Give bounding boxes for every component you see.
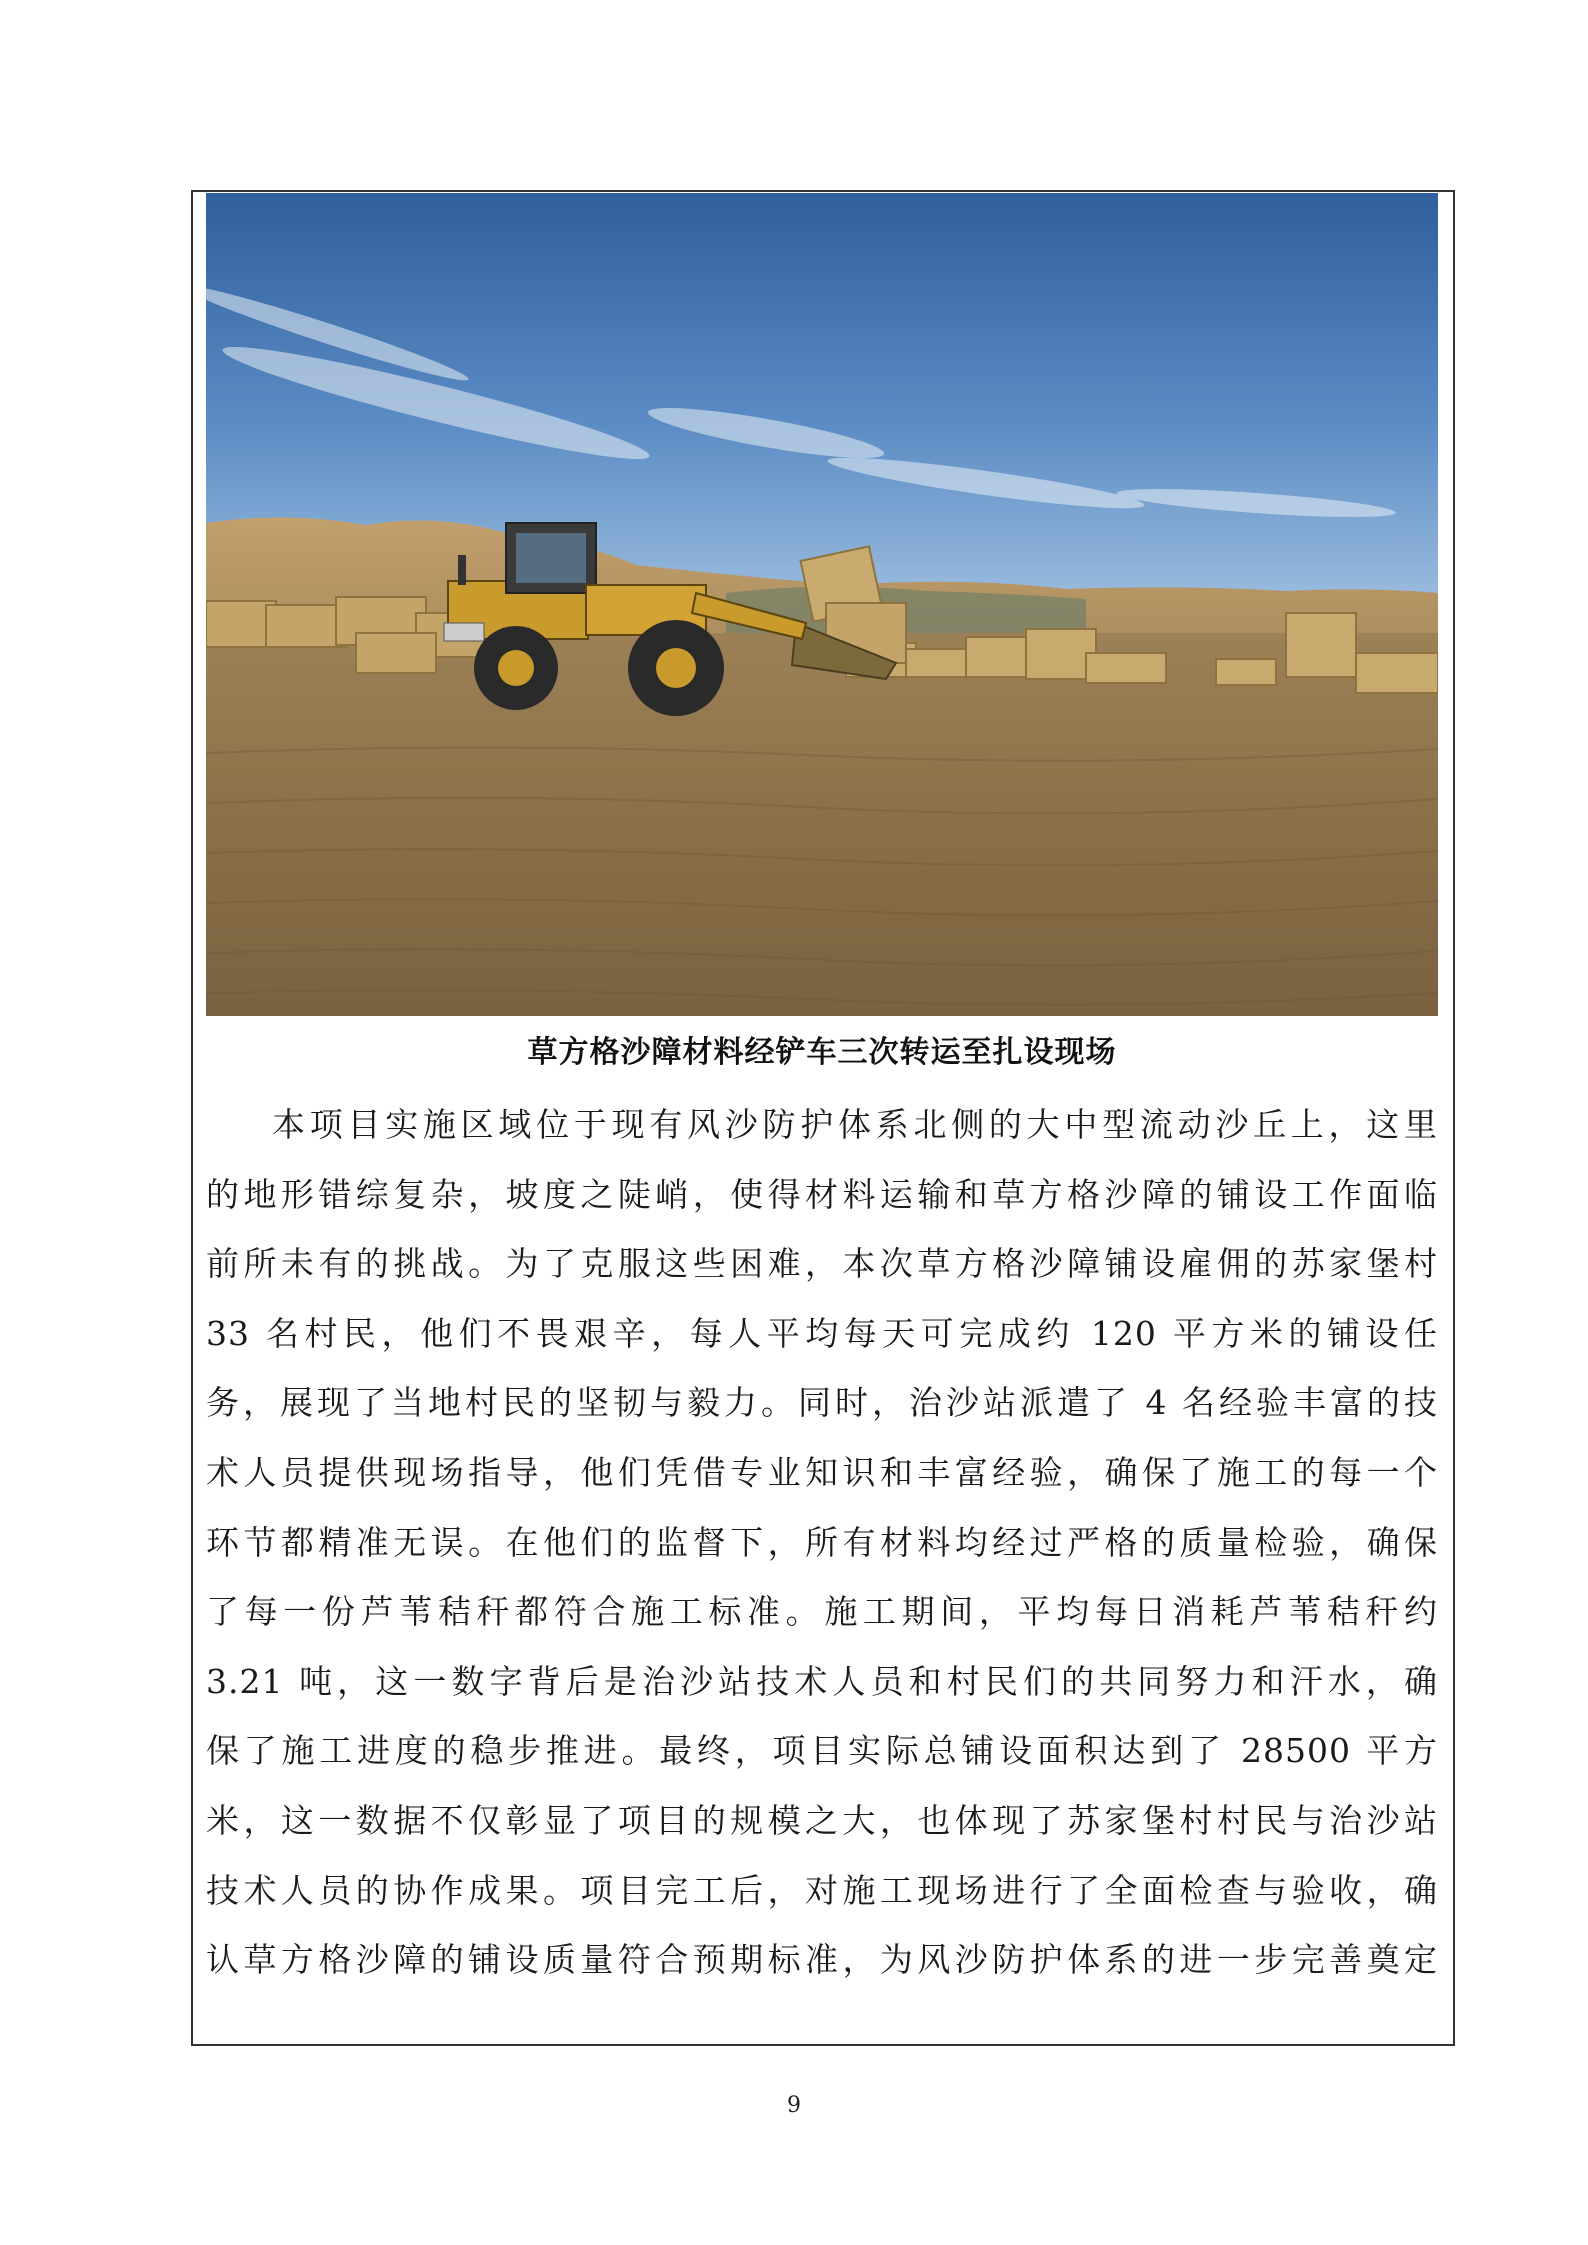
sand-ground (206, 633, 1438, 1016)
paragraph-line: 了每一份芦苇秸秆都符合施工标准。施工期间，平均每日消耗芦苇秸秆约 (206, 1592, 1438, 1632)
paragraph-line: 前所未有的挑战。为了克服这些困难，本次草方格沙障铺设雇佣的苏家堡村 (206, 1244, 1438, 1284)
paragraph-line: 务，展现了当地村民的坚韧与毅力。同时，治沙站派遣了 4 名经验丰富的技 (206, 1383, 1438, 1423)
figure-caption: 草方格沙障材料经铲车三次转运至扎设现场 (527, 1035, 1117, 1070)
paragraph-line: 技术人员的协作成果。项目完工后，对施工现场进行了全面检查与验收，确 (206, 1870, 1438, 1910)
loader-photo (206, 193, 1438, 1016)
paragraph-line: 33 名村民，他们不畏艰辛，每人平均每天可完成约 120 平方米的铺设任 (206, 1313, 1438, 1353)
body-paragraph (206, 1090, 1438, 1995)
paragraph-line: 保了施工进度的稳步推进。最终，项目实际总铺设面积达到了 28500 平方 (206, 1731, 1438, 1771)
paragraph-line: 认草方格沙障的铺设质量符合预期标准，为风沙防护体系的进一步完善奠定 (206, 1940, 1438, 1980)
page-number: 9 (787, 2093, 801, 2118)
paragraph-line: 的地形错综复杂，坡度之陡峭，使得材料运输和草方格沙障的铺设工作面临 (206, 1174, 1438, 1214)
paragraph-line: 本项目实施区域位于现有风沙防护体系北侧的大中型流动沙丘上，这里 (272, 1105, 1438, 1144)
paragraph-line: 环节都精准无误。在他们的监督下，所有材料均经过严格的质量检验，确保 (206, 1522, 1438, 1562)
paragraph-line: 米，这一数据不仅彰显了项目的规模之大，也体现了苏家堡村村民与治沙站 (206, 1800, 1438, 1840)
paragraph-line: 3.21 吨，这一数字背后是治沙站技术人员和村民们的共同努力和汗水，确 (206, 1661, 1438, 1701)
paragraph-line: 术人员提供现场指导，他们凭借专业知识和丰富经验，确保了施工的每一个 (206, 1452, 1438, 1492)
